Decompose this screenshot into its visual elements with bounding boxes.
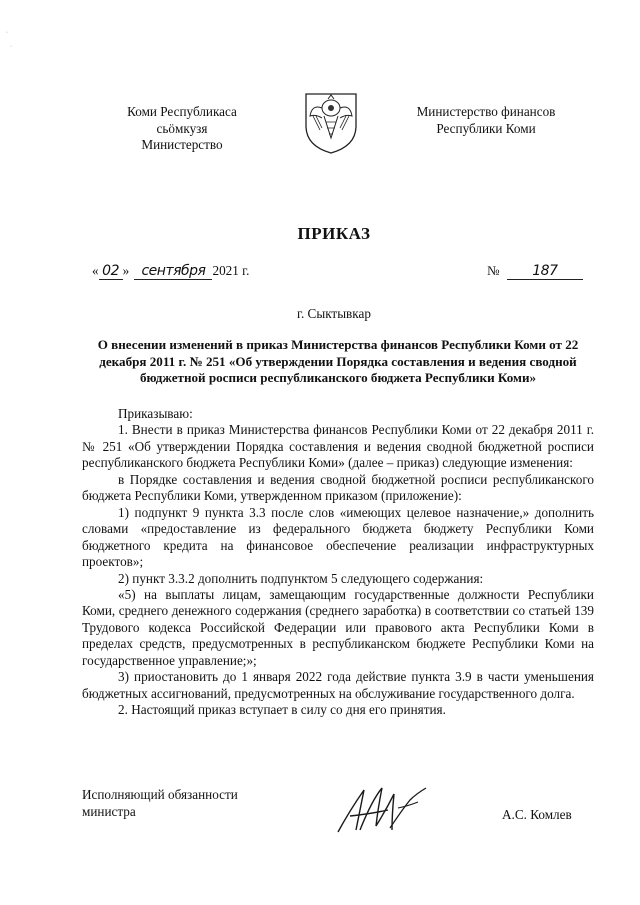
paragraph: в Порядке составления и ведения сводной бюджетной росписи республиканского бюджета Республики Коми, утвержденном приказом (приложение): — [82, 471, 594, 504]
header-right-line: Министерство финансов — [416, 104, 556, 119]
paragraph: 3) приостановить до 1 января 2022 года действие пункта 3.9 в части уменьшения бюджетных ассигнований, предусмотренных на обслуживание государственного долга. — [82, 669, 594, 701]
signatory-name: А.С. Комлев — [502, 807, 572, 822]
header-right-line: Республики Коми — [436, 120, 536, 136]
order-subject: О внесении изменений в приказ Министерства финансов Республики Коми от 22 декабря 2011 г. № 251 «Об утверждении Порядка составления и ведения сводной бюджетной росписи республиканского бюджета Республики Коми» — [97, 337, 579, 385]
signatory-position-line: министра — [82, 803, 136, 819]
date-year: 2021 г. — [212, 263, 250, 278]
signatory-position — [82, 787, 238, 820]
date-month: сентября — [134, 263, 212, 280]
paragraph: 1) подпункт 9 пункта 3.3 после слов «имеющих целевое назначение,» дополнить словами «предоставление из федерального бюджета бюджету Республики Коми бюджетного кредита на финансовое обеспечение реализации инфраструктурных проектов»; — [82, 504, 594, 570]
header-left-line: Министерство — [141, 137, 223, 152]
order-body — [82, 406, 594, 719]
number-prefix: № — [487, 263, 500, 278]
scan-mark: · — [10, 44, 12, 50]
order-date — [92, 263, 249, 280]
header-left-komi — [108, 104, 256, 154]
date-close-quote: » — [122, 263, 130, 278]
header-right-ministry — [398, 104, 574, 137]
order-number — [487, 263, 583, 280]
handwritten-signature — [330, 780, 440, 840]
date-day: 02 — [99, 263, 123, 280]
date-open-quote: « — [92, 263, 99, 278]
document-title: ПРИКАЗ — [297, 224, 371, 243]
scan-mark: · — [6, 30, 8, 36]
number-value: 187 — [507, 263, 583, 280]
paragraph: 2. Настоящий приказ вступает в силу со дня его принятия. — [118, 702, 446, 718]
paragraph: 1. Внести в приказ Министерства финансов Республики Коми от 22 декабря 2011 г. № 251 «Об утверждении Порядка составления и ведения сводной бюджетной росписи республиканского бюджета Республики Коми» (далее – приказ) следующие изменения: — [82, 422, 594, 471]
city-line: г. Сыктывкар — [297, 306, 371, 321]
header-left-line: сьӧмкузя — [156, 120, 208, 136]
header-left-line: Коми Республикаса — [127, 104, 237, 119]
paragraph: 2) пункт 3.3.2 дополнить подпунктом 5 следующего содержания: — [118, 570, 484, 586]
signatory-position-line: Исполняющий обязанности — [82, 787, 238, 802]
coat-of-arms-icon — [300, 86, 362, 156]
paragraph: «5) на выплаты лицам, замещающим государственные должности Республики Коми, среднего денежного содержания (среднего заработка) в соответствии со статьей 139 Трудового кодекса Российской Федерации или правового акта Республики Коми в пределах средств, предусмотренных в республиканском бюджете Республики Коми на государственное управление;»; — [82, 586, 594, 668]
paragraph: Приказываю: — [118, 406, 193, 421]
